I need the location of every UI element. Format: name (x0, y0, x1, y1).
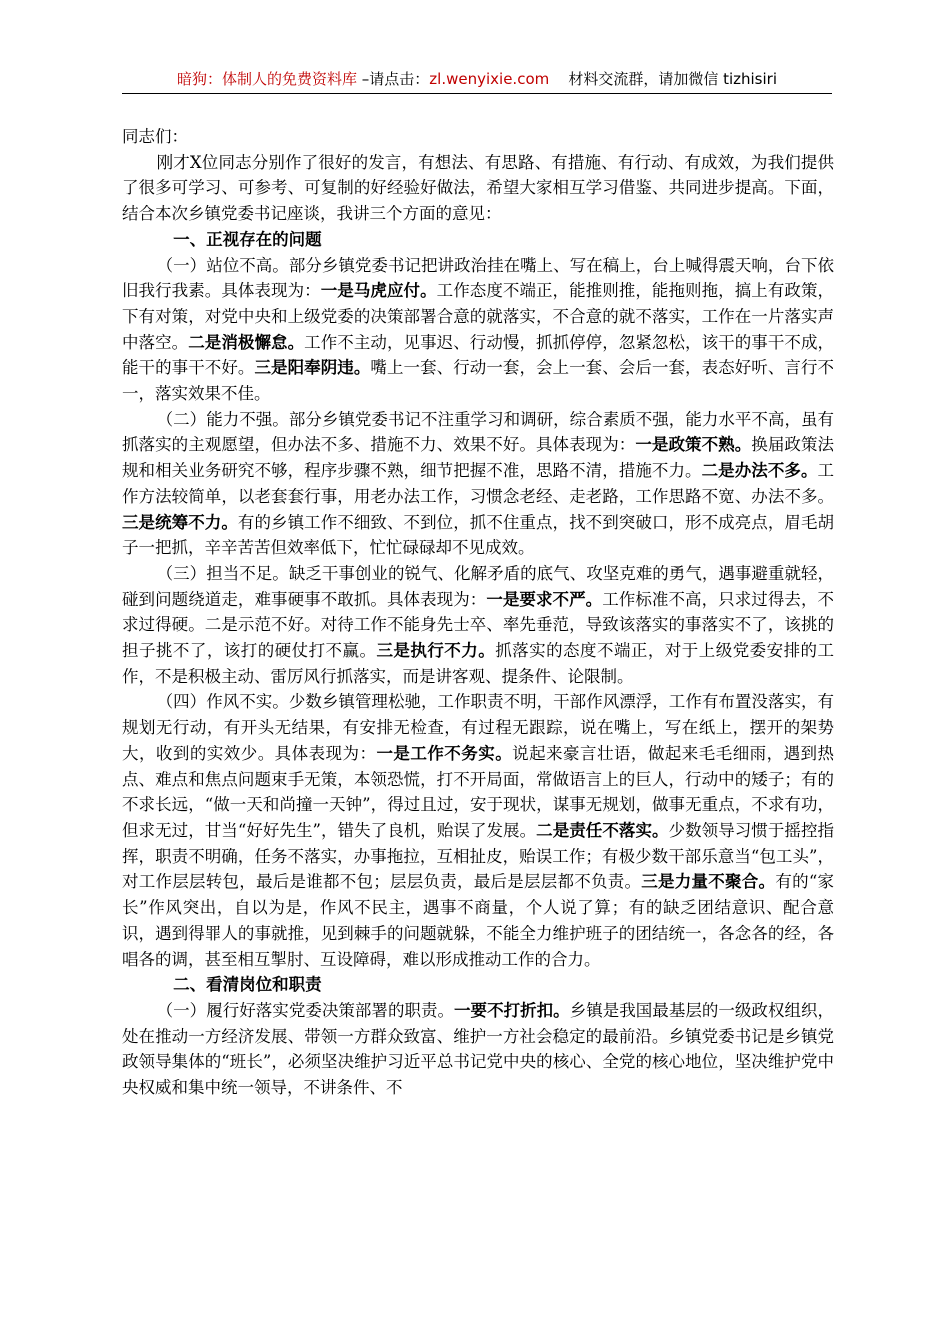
bold-phrase: 二是办法不多。 (701, 461, 818, 481)
text-run: 工作态度不端正，能推则推，能拖则拖，搞上有政策，下有对策，对党中央和上级党委的决策部署合意的就落实，不合意的就不落实，工作在一片落实声中落空。 (122, 281, 835, 352)
document-body (122, 124, 834, 1101)
text-run: 工作标准不高，只求过得去，不求过得硬。二是示范不好。对待工作不能身先士卒、率先垂范，导致该落实的事落实不了，该挑的担子挑不了，该打的硬仗打不赢。 (122, 589, 835, 661)
text-run: 有的乡镇工作不细致、不到位，抓不住重点，找不到突破口，形不成亮点，眉毛胡子一把抓，辛辛苦苦但效率低下，忙忙碌碌却不见成效。 (122, 512, 835, 558)
text-run: 工作不主动，见事迟、行动慢，抓抓停停，忽紧忽松，该干的事干不成，能干的事干不好。 (122, 332, 835, 378)
bold-phrase: 三是执行不力。 (376, 641, 496, 661)
text-run: （一）履行好落实党委决策部署的职责。 (156, 1000, 455, 1020)
intro-paragraph: 刚才X位同志分别作了很好的发言，有想法、有思路、有措施、有行动、有成效，为我们提供了很多可学习、可参考、可复制的好经验好做法，希望大家相互学习借鉴、共同进步提高。下面，结合本次乡镇党委书记座谈，我讲三个方面的意见： (122, 152, 834, 224)
bold-phrase: 一要不打折扣。 (454, 1000, 570, 1020)
text-run: 乡镇是我国最基层的一级政权组织，处在推动一方经济发展、带领一方群众致富、维护一方社会稳定的最前沿。乡镇党委书记是乡镇党政领导集体的“班长”，必须坚决维护习近平总书记党中央的核心、全党的核心地位，坚决维护党中央权威和集中统一领导，不讲条件、不 (122, 1000, 835, 1098)
text-run: 抓落实的态度不端正，对于上级党委安排的工作，不是积极主动、雷厉风行抓落实，而是讲客观、提条件、论限制。 (122, 641, 835, 686)
text-run: 工作方法较简单，以老套套行事，用老办法工作，习惯念老经、走老路，工作思路不宽、办法不多。 (122, 461, 835, 506)
bold-phrase: 二是消极懈怠。 (188, 332, 305, 352)
section-heading-1: 一、正视存在的问题 (173, 229, 322, 249)
bold-phrase: 三是统筹不力。 (122, 512, 238, 532)
text-run: 少数领导习惯于摇控指挥，职责不明确，任务不落实，办事拖拉，互相扯皮，贻误工作；有极少数干部乐意当“包工头”，对工作层层转包，最后是谁都不包；层层负责，最后是层层都不负责。 (122, 820, 835, 892)
text-run: 换届政策法规和相关业务研究不够，程序步骤不熟，细节把握不准，思路不清，措施不力。 (122, 435, 835, 481)
header-click-prefix: –请点击： (357, 70, 430, 88)
text-run: （一）站位不高。部分乡镇党委书记把讲政治挂在嘴上、写在稿上，台上喊得震天响，台下依旧我行我素。具体表现为： (122, 255, 834, 301)
bold-phrase: 二是责任不落实。 (536, 820, 669, 840)
text-run: 有的“家长”作风突出，自以为是，作风不民主，遇事不商量，个人说了算；有的缺乏团结意识、配合意识，遇到得罪人的事就推，见到棘手的问题就躲，不能全力维护班子的团结统一，各念各的经，各唱各的调，甚至相互掣肘、互设障碍，难以形成推动工作的合力。 (122, 872, 835, 969)
bold-phrase: 三是力量不聚合。 (641, 872, 776, 892)
text-run: （三）担当不足。缺乏干事创业的锐气、化解矛盾的底气、攻坚克难的勇气，遇事避重就轻，碰到问题绕道走，难事硬事不敢抓。具体表现为： (122, 563, 834, 609)
text-run: （四）作风不实。少数乡镇管理松驰，工作职责不明，干部作风漂浮，工作有布置没落实，有规划无行动，有开头无结果，有安排无检查，有过程无跟踪，说在嘴上，写在纸上，摆开的架势大，收到的实效少。具体表现为： (122, 692, 834, 763)
header-site-link[interactable]: zl.wenyixie.com (429, 70, 550, 88)
bold-phrase: 三是阳奉阴违。 (254, 358, 371, 378)
paragraph-2 (122, 407, 834, 561)
text-run: 嘴上一套、行动一套，会上一套、会后一套，表态好听、言行不一，落实效果不佳。 (122, 358, 835, 404)
bold-phrase: 一是工作不务实。 (376, 743, 513, 763)
paragraph-3 (122, 561, 834, 690)
header-divider (122, 93, 832, 94)
bold-phrase: 一是要求不严。 (486, 589, 603, 609)
header-wechat: 材料交流群，请加微信 tizhisiri (568, 70, 777, 88)
bold-phrase: 一是政策不熟。 (635, 435, 752, 455)
page-header (122, 66, 832, 92)
paragraph-5 (122, 998, 834, 1101)
salutation: 同志们： (122, 127, 188, 146)
text-run: （二）能力不强。部分乡镇党委书记不注重学习和调研，综合素质不强，能力水平不高，虽有抓落实的主观愿望，但办法不多、措施不力、效果不好。具体表现为： (122, 409, 834, 455)
header-brand: 暗狗：体制人的免费资料库 (177, 70, 358, 88)
bold-phrase: 一是马虎应付。 (320, 281, 437, 301)
paragraph-1 (122, 253, 834, 407)
paragraph-4 (122, 689, 834, 972)
section-heading-2: 二、看清岗位和职责 (173, 975, 322, 995)
text-run: 说起来豪言壮语，做起来毛毛细雨，遇到热点、难点和焦点问题束手无策，本领恐慌，打不开局面，常做语言上的巨人，行动中的矮子；有的不求长远，“做一天和尚撞一天钟”，得过且过，安于现状，谋事无规划，做事无重点，不求有功，但求无过，甘当“好好先生”，错失了良机，贻误了发展。 (122, 743, 835, 840)
